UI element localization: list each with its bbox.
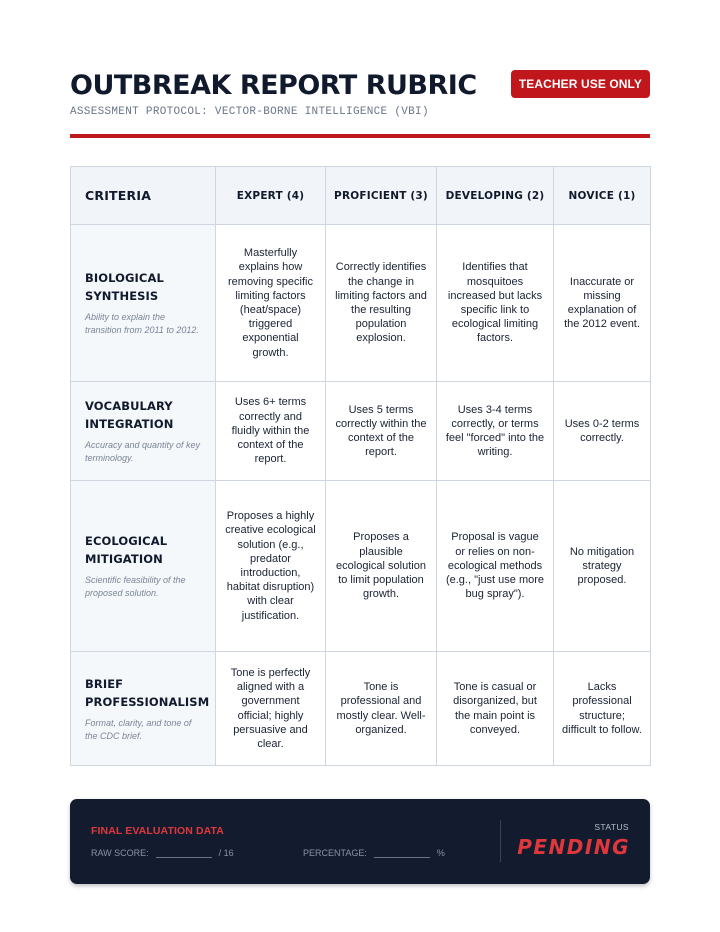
- novice-cell: No mitigation strategy proposed.: [554, 481, 651, 652]
- percentage-field: [303, 847, 445, 858]
- novice-cell: Uses 0-2 terms correctly.: [554, 382, 651, 481]
- percentage-input-line[interactable]: [374, 847, 430, 858]
- proficient-cell: Correctly identifies the change in limiting factors and the resulting population explosion.: [326, 225, 437, 382]
- table-row: [71, 481, 651, 652]
- table-row: [71, 652, 651, 766]
- footer-divider: [500, 820, 501, 862]
- criteria-cell: [71, 481, 216, 652]
- expert-cell: Masterfully explains how removing specific limiting factors (heat/space) triggered exponential growth.: [216, 225, 326, 382]
- expert-cell: Tone is perfectly aligned with a government official; highly persuasive and clear.: [216, 652, 326, 766]
- developing-cell: Uses 3-4 terms correctly, or terms feel "forced" into the writing.: [437, 382, 554, 481]
- developing-cell: Proposal is vague or relies on non-ecological methods (e.g., "just use more bug spray").: [437, 481, 554, 652]
- proficient-cell: Tone is professional and mostly clear. Well-organized.: [326, 652, 437, 766]
- expert-cell: Uses 6+ terms correctly and fluidly within the context of the report.: [216, 382, 326, 481]
- evaluation-footer: [70, 799, 650, 884]
- criteria-cell: [71, 652, 216, 766]
- column-header-proficient: PROFICIENT (3): [326, 167, 437, 225]
- raw-score-total: / 16: [218, 848, 234, 858]
- rubric-header-row: [71, 167, 651, 225]
- proficient-cell: Uses 5 terms correctly within the context of the report.: [326, 382, 437, 481]
- raw-score-field: [91, 847, 234, 858]
- developing-cell: Tone is casual or disorganized, but the main point is conveyed.: [437, 652, 554, 766]
- report-header: [70, 66, 650, 118]
- criteria-description: Scientific feasibility of the proposed solution.: [85, 575, 186, 598]
- footer-label: FINAL EVALUATION DATA: [91, 825, 224, 837]
- developing-cell: Identifies that mosquitoes increased but lacks specific link to ecological limiting factors.: [437, 225, 554, 382]
- criteria-cell: [71, 225, 216, 382]
- page-subtitle: ASSESSMENT PROTOCOL: VECTOR-BORNE INTELLIGENCE (VBI): [70, 106, 429, 118]
- novice-cell: Inaccurate or missing explanation of the 2012 event.: [554, 225, 651, 382]
- column-header-developing: DEVELOPING (2): [437, 167, 554, 225]
- page-title: OUTBREAK REPORT RUBRIC: [70, 70, 477, 101]
- column-header-criteria: CRITERIA: [71, 167, 216, 225]
- criteria-name: ECOLOGICAL MITIGATION: [85, 534, 168, 566]
- criteria-description: Accuracy and quantity of key terminology.: [85, 440, 201, 463]
- criteria-name: BRIEF PROFESSIONALISM: [85, 676, 210, 709]
- raw-score-label: RAW SCORE:: [91, 848, 149, 858]
- raw-score-input-line[interactable]: [156, 847, 212, 858]
- table-row: [71, 382, 651, 481]
- criteria-name: VOCABULARY INTEGRATION: [85, 399, 174, 431]
- rubric-table: [70, 166, 651, 766]
- table-row: [71, 225, 651, 382]
- column-header-novice: NOVICE (1): [554, 167, 651, 225]
- status-value: PENDING: [517, 835, 630, 859]
- expert-cell: Proposes a highly creative ecological solution (e.g., predator introduction, habitat disruption) with clear justification.: [216, 481, 326, 652]
- header-divider: [70, 134, 650, 138]
- teacher-use-badge: TEACHER USE ONLY: [511, 70, 650, 98]
- criteria-description: Format, clarity, and tone of the CDC brief.: [85, 717, 192, 741]
- criteria-description: Ability to explain the transition from 2011 to 2012.: [85, 312, 199, 335]
- proficient-cell: Proposes a plausible ecological solution to limit population growth.: [326, 481, 437, 652]
- novice-cell: Lacks professional structure; difficult to follow.: [554, 652, 651, 766]
- column-header-expert: EXPERT (4): [216, 167, 326, 225]
- criteria-name: BIOLOGICAL SYNTHESIS: [85, 271, 164, 303]
- percentage-unit: %: [436, 848, 445, 858]
- percentage-label: PERCENTAGE:: [303, 848, 367, 858]
- status-label: STATUS: [594, 822, 629, 832]
- criteria-cell: [71, 382, 216, 481]
